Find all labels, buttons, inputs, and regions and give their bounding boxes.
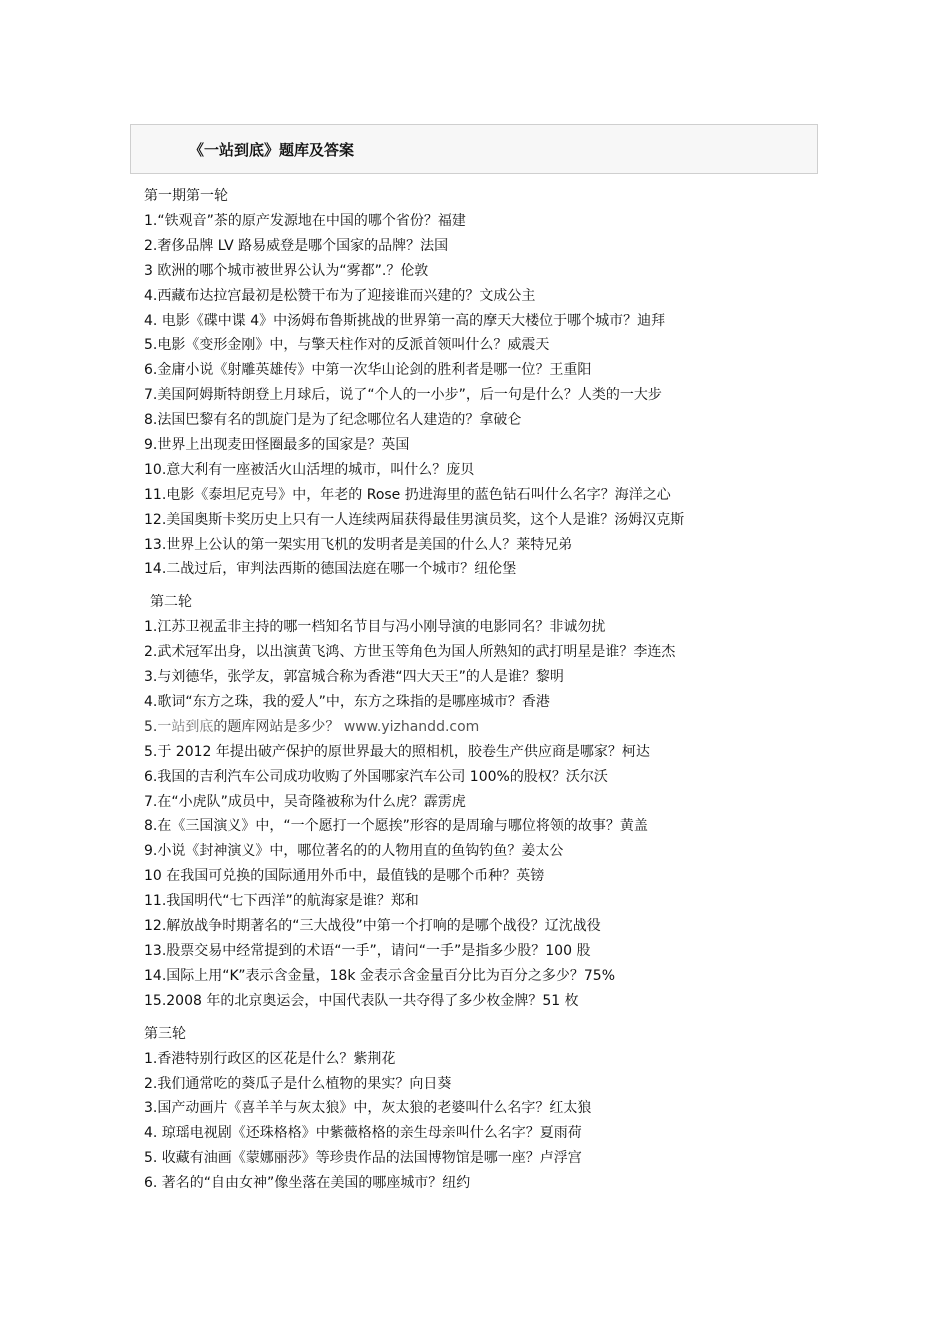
question-line: 11.我国明代“七下西洋”的航海家是谁？郑和: [144, 893, 419, 910]
question-line: 3.国产动画片《喜羊羊与灰太狼》中，灰太狼的老婆叫什么名字？红太狼: [144, 1100, 592, 1117]
question-line: 3.与刘德华，张学友，郭富城合称为香港“四大天王”的人是谁？黎明: [144, 669, 564, 686]
question-line: 5.于 2012 年提出破产保护的原世界最大的照相机，胶卷生产供应商是哪家？柯达: [144, 743, 650, 760]
question-line: 8.在《三国演义》中，“一个愿打一个愿挨”形容的是周瑜与哪位将领的故事？黄盖: [144, 818, 648, 835]
section-heading-round-1: 第一期第一轮: [144, 188, 228, 204]
section-gap: [144, 1014, 814, 1022]
question-line: 4. 琼瑶电视剧《还珠格格》中紫薇格格的亲生母亲叫什么名字？夏雨荷: [144, 1125, 582, 1142]
question-line: 2.武术冠军出身，以出演黄飞鸿、方世玉等角色为国人所熟知的武打明星是谁？李连杰: [144, 644, 676, 661]
question-line: 5.电影《变形金刚》中，与擎天柱作对的反派首领叫什么？威震天: [144, 337, 550, 354]
document-title: 《一站到底》题库及答案: [189, 141, 355, 159]
question-line: 5. 收藏有油画《蒙娜丽莎》等珍贵作品的法国博物馆是哪一座？卢浮宫: [144, 1150, 582, 1167]
question-line: 7.在“小虎队”成员中，吴奇隆被称为什么虎？霹雳虎: [144, 793, 466, 810]
question-line: 8.法国巴黎有名的凯旋门是为了纪念哪位名人建造的？拿破仑: [144, 412, 522, 429]
section-heading-round-2: 第二轮: [150, 594, 192, 611]
question-line: 12.美国奥斯卡奖历史上只有一人连续两届获得最佳男演员奖，这个人是谁？汤姆汉克斯: [144, 511, 685, 528]
question-line: 4. 电影《碟中谍 4》中汤姆布鲁斯挑战的世界第一高的摩天大楼位于哪个城市？迪拜: [144, 312, 666, 329]
question-line: 10.意大利有一座被活火山活埋的城市，叫什么？庞贝: [144, 461, 475, 478]
question-line: 6.我国的吉利汽车公司成功收购了外国哪家汽车公司 100%的股权？沃尔沃: [144, 768, 608, 785]
question-line: 2.奢侈品牌 LV 路易威登是哪个国家的品牌？法国: [144, 237, 449, 254]
question-line: 14.二战过后，审判法西斯的德国法庭在哪一个城市？纽伦堡: [144, 561, 517, 578]
question-line: 7.美国阿姆斯特朗登上月球后，说了“个人的一小步”，后一句是什么？人类的一大步: [144, 387, 662, 404]
question-line: 1.香港特别行政区的区花是什么？紫荆花: [144, 1050, 396, 1067]
question-line: 9.小说《封神演义》中，哪位著名的的人物用直的鱼钩钓鱼？姜太公: [144, 843, 564, 860]
section-heading-round-3: 第三轮: [144, 1025, 186, 1042]
website-question-text: 的题库网站是多少？: [213, 718, 340, 735]
document-body: [144, 184, 814, 1196]
title-box: [130, 124, 818, 174]
question-line: 2.我们通常吃的葵瓜子是什么植物的果实？向日葵: [144, 1075, 452, 1092]
website-line: [144, 715, 814, 740]
question-line: 13.世界上公认的第一架实用飞机的发明者是美国的什么人？莱特兄弟: [144, 536, 573, 553]
question-line: 12.解放战争时期著名的“三大战役”中第一个打响的是哪个战役？辽沈战役: [144, 918, 601, 935]
question-line: 6. 著名的“自由女神”像坐落在美国的哪座城市？纽约: [144, 1175, 471, 1192]
question-line: 1.江苏卫视孟非主持的哪一档知名节目与冯小刚导演的电影同名？非诚勿扰: [144, 619, 606, 636]
question-line: 11.电影《泰坦尼克号》中，年老的 Rose 扔进海里的蓝色钻石叫什么名字？海洋之心: [144, 486, 671, 503]
website-name-link[interactable]: 一站到底: [157, 718, 214, 735]
website-url-link[interactable]: www.yizhandd.com: [343, 718, 480, 735]
question-line: 13.股票交易中经常提到的术语“一手”，请问“一手”是指多少股？100 股: [144, 942, 591, 959]
question-line: 1.“铁观音”茶的原产发源地在中国的哪个省份？福建: [144, 213, 466, 229]
question-line: 4.歌词“东方之珠，我的爱人”中，东方之珠指的是哪座城市？香港: [144, 694, 550, 711]
question-line: 15.2008 年的北京奥运会，中国代表队一共夺得了多少枚金牌？51 枚: [144, 992, 579, 1009]
question-line: 14.国际上用“K”表示含金量，18k 金表示含金量百分比为百分之多少？75%: [144, 967, 616, 984]
section-gap: [144, 582, 814, 590]
question-line: 9.世界上出现麦田怪圈最多的国家是？英国: [144, 437, 410, 454]
website-line-number: 5.: [144, 718, 158, 735]
question-line: 6.金庸小说《射雕英雄传》中第一次华山论剑的胜利者是哪一位？王重阳: [144, 362, 592, 379]
question-line: 4.西藏布达拉宫最初是松赞干布为了迎接谁而兴建的？文成公主: [144, 287, 536, 304]
question-line: 3 欧洲的哪个城市被世界公认为“雾都”.？伦敦: [144, 262, 429, 279]
question-line: 10 在我国可兑换的国际通用外币中，最值钱的是哪个币种？英镑: [144, 868, 545, 885]
